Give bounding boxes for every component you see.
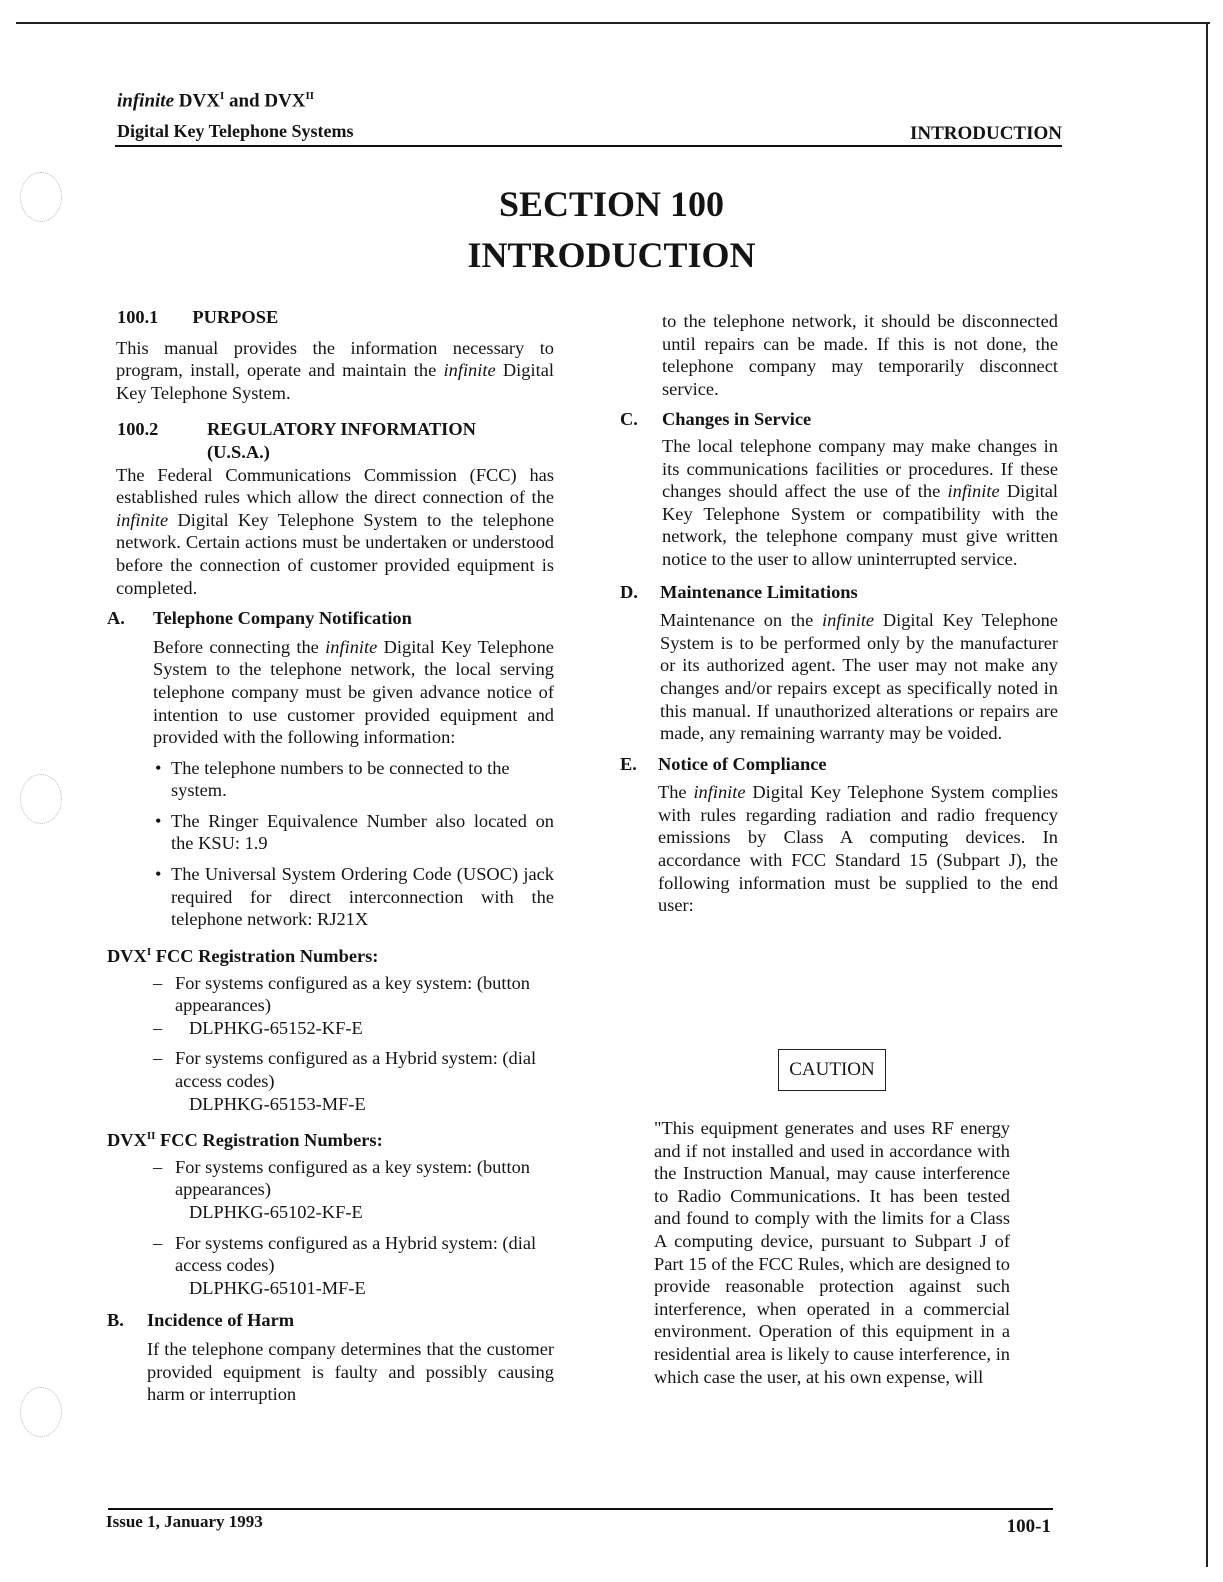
punch-hole-mark — [20, 774, 62, 824]
caution-quote-text: "This equipment generates and uses RF energy and if not installed and used in accordance with the Instruction Manual, may cause interference to Radio Communications. It has been tested and found to comply with the limits for a Class A computing device, pursuant to Subpart J of Part 15 of the FCC Rules, which are designed to provide reasonable protection against such interference, when operated in a commercial environment. Operation of this equipment in a residential area is likely to cause interference, in which case the user, at his own expense, will — [654, 1118, 1010, 1387]
list-item: • The telephone numbers to be connected to the system. — [153, 757, 554, 802]
list-item: – For systems configured as a key system: (button appearances) — [151, 1156, 554, 1201]
registration-code: DLPHKG-65102-KF-E — [189, 1202, 363, 1223]
list-item: – For systems configured as a Hybrid system: (dial access codes) — [151, 1232, 554, 1277]
subsection-d-heading: D. Maintenance Limitations — [620, 581, 858, 602]
dvx1-registration-heading: $DVX^I$ FCC Registration Numbers: — [107, 945, 379, 966]
purpose-text: This manual provides the information necessary to program, install, operate and maintain the infinite Digital Key Telephone System. — [116, 337, 554, 403]
caution-box: CAUTION — [778, 1049, 886, 1091]
list-item: – For systems configured as a Hybrid system: (dial access codes) — [151, 1047, 554, 1092]
section-title: INTRODUCTION — [467, 235, 756, 275]
section-number: SECTION 100 — [498, 184, 725, 224]
dvx1-registration-list — [107, 972, 554, 1116]
list-item: – For systems configured as a key system: (button appearances) — [151, 972, 554, 1017]
subsection-a-heading: A. Telephone Company Notification — [107, 608, 412, 629]
list-item: • The Ringer Equivalence Number also located on the KSU: 1.9 — [153, 810, 554, 855]
punch-hole-mark — [20, 1387, 62, 1437]
purpose-heading: 100.1 PURPOSE — [117, 307, 279, 327]
subsection-b-continued: to the telephone network, it should be disconnected until repairs can be made. If this is not done, the telephone company may temporarily disconnect service. — [662, 311, 1058, 399]
subsection-e-text: The infinite Digital Key Telephone System complies with rules regarding radiation and radio frequency emissions by Class A computing devices. In accordance with FCC Standard 15 (Subpart J), the following information must be supplied to the end user: — [658, 782, 1058, 916]
header-section-label: INTRODUCTION — [909, 123, 1062, 144]
subsection-e-heading: E. Notice of Compliance — [620, 753, 827, 774]
header-brand: infinite — [117, 90, 175, 112]
header-rule — [115, 145, 1062, 147]
regulatory-text: The Federal Communications Commission (FCC) has established rules which allow the direct connection of the infinite Digital Key Telephone System to the telephone network. Certain actions must be undertaken or understood before the connection of customer provided equipment is completed. — [116, 464, 554, 598]
left-column — [107, 306, 554, 1406]
subsection-d-text: Maintenance on the infinite Digital Key Telephone System is to be performed only by the manufacturer or its authorized agent. The user may not make any changes and/or repairs except as specifically noted in this manual. If unauthorized alterations or repairs are made, any remaining warranty may be voided. — [660, 610, 1058, 744]
footer-issue: Issue 1, January 1993 — [106, 1512, 263, 1531]
subsection-c-text: The local telephone company may make changes in its communications facilities or procedures. If these changes should affect the use of the infinite Digital Key Telephone System or compatibility with the network, the telephone company must give written notice to the user to allow uninterrupted service. — [662, 435, 1058, 569]
subsection-a-body — [107, 636, 554, 931]
subsection-b-text: If the telephone company determines that the customer provided equipment is faulty and possibly causing harm or interruption — [147, 1339, 554, 1405]
dvx2-registration-heading: $DVX^{II}$ FCC Registration Numbers: — [107, 1130, 383, 1151]
subsection-a-text: Before connecting the infinite Digital Key Telephone System to the telephone network, the local serving telephone company must be given advance notice of intention to use customer provided equipment and provided with the following information: — [153, 636, 554, 748]
list-item: • The Universal System Ordering Code (USOC) jack required for direct interconnection with the telephone network: RJ21X — [153, 863, 554, 931]
footer-rule — [108, 1508, 1053, 1510]
registration-code: – DLPHKG-65152-KF-E — [151, 1017, 554, 1040]
regulatory-heading: 100.2 REGULATORY INFORMATION (U.S.A.) — [117, 419, 476, 462]
page-top-border — [16, 22, 1210, 24]
registration-code: DLPHKG-65101-MF-E — [189, 1277, 366, 1298]
registration-code: DLPHKG-65153-MF-E — [189, 1093, 366, 1114]
header-subtitle: Digital Key Telephone Systems — [117, 121, 354, 141]
footer-page-number: 100-1 — [1006, 1516, 1051, 1537]
right-column — [620, 310, 1058, 917]
header-product-title: infinite $DVX^I$ and $DVX^{II}$ — [117, 90, 315, 112]
dvx2-registration-list — [107, 1156, 554, 1300]
subsection-b-heading: B. Incidence of Harm — [107, 1310, 295, 1331]
subsection-c-heading: C. Changes in Service — [620, 409, 812, 430]
